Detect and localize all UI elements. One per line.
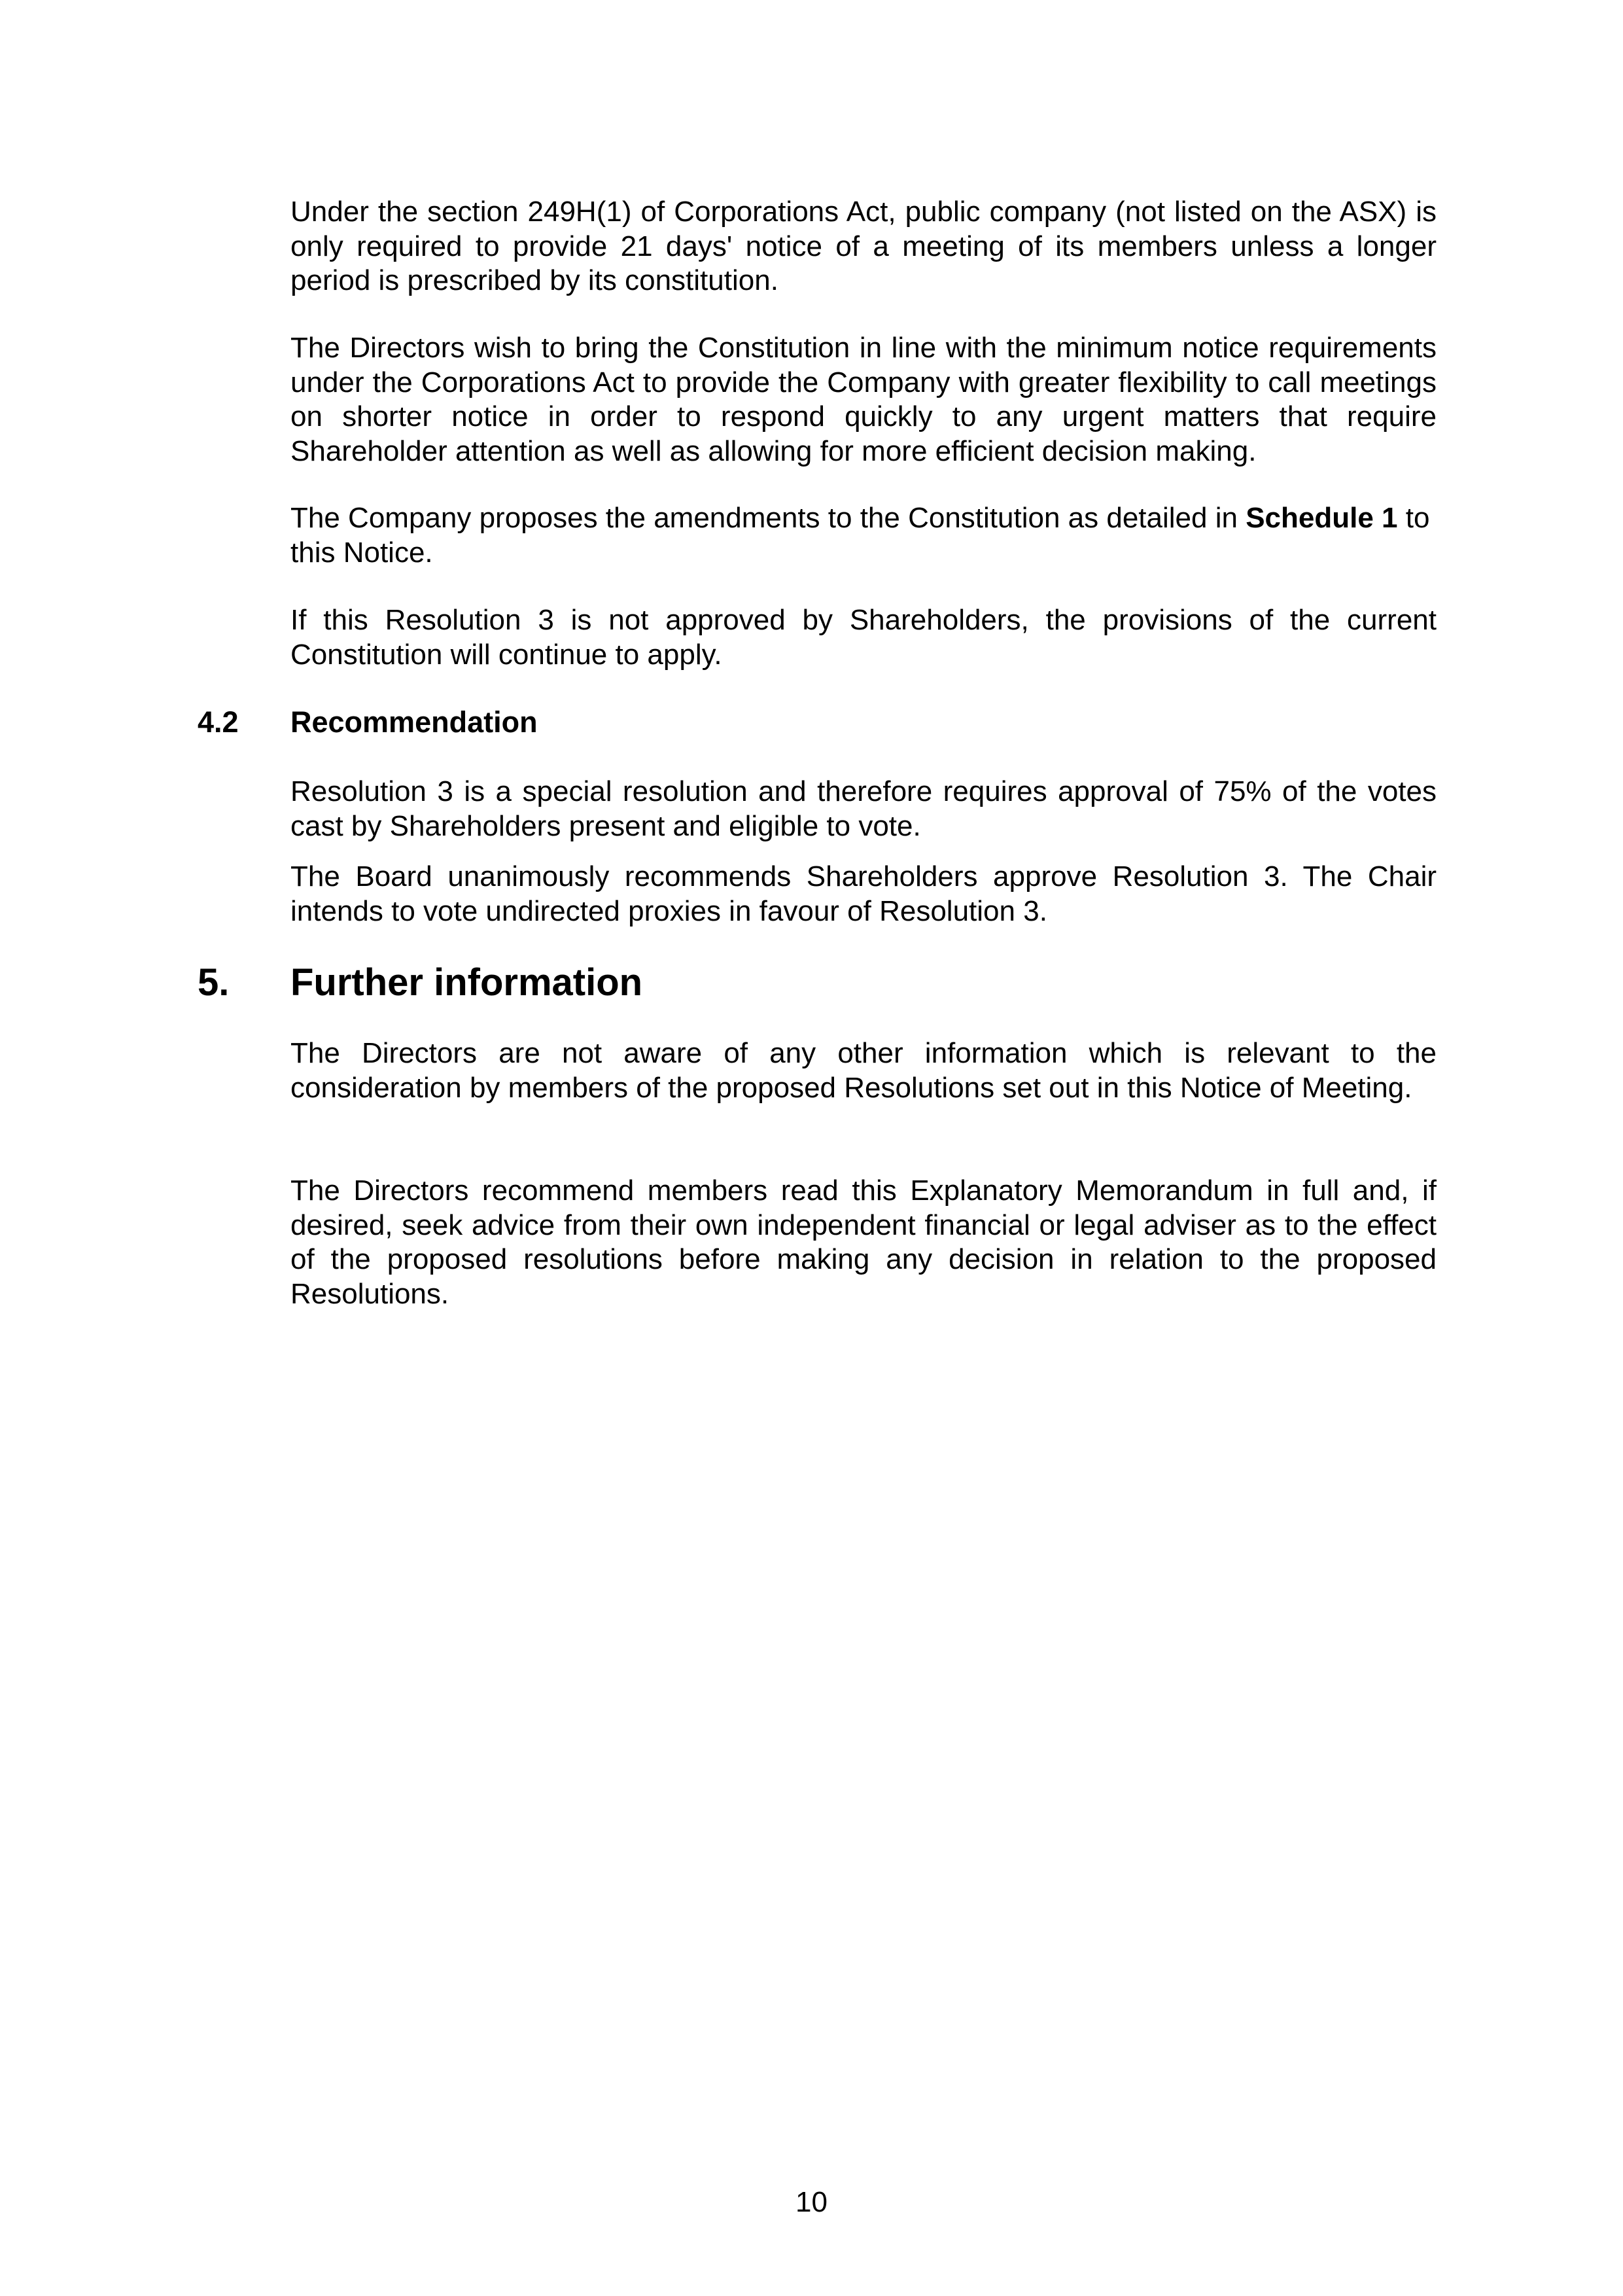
paragraph-special-resolution: Resolution 3 is a special resolution and therefore requires approval of 75% of the votes cast by Shareholders present and eligible to vote. — [290, 775, 1437, 842]
paragraph-not-approved: If this Resolution 3 is not approved by Shareholders, the provisions of the current Constitution will continue to apply. — [290, 604, 1437, 671]
section-number-4-2: 4.2 — [198, 705, 239, 739]
paragraph-section-249h: Under the section 249H(1) of Corporations Act, public company (not listed on the ASX) is only required to provide 21 days' notice of a meeting of its members unless a longer period is prescribed by its constitution. — [290, 196, 1437, 296]
paragraph-directors-recommend-read: The Directors recommend members read this Explanatory Memorandum in full and, if desired, seek advice from their own independent financial or legal adviser as to the effect of the proposed resolutions before making any decision in relation to the proposed Resolutions. — [290, 1174, 1437, 1310]
paragraph-board-recommends: The Board unanimously recommends Shareholders approve Resolution 3. The Chair intends to vote undirected proxies in favour of Resolution 3. — [290, 860, 1437, 927]
section-number-5: 5. — [198, 961, 230, 1004]
schedule-reference: Schedule 1 — [1246, 502, 1398, 534]
page-number: 10 — [795, 2186, 828, 2218]
section-heading-further-information: Further information — [290, 961, 643, 1004]
section-heading-recommendation: Recommendation — [290, 705, 538, 739]
paragraph-directors-not-aware: The Directors are not aware of any other information which is relevant to the consideration by members of the proposed Resolutions set out in this Notice of Meeting. — [290, 1037, 1437, 1104]
paragraph-proposed-amendments — [290, 501, 1437, 570]
amendments-text: The Company proposes the amendments to the Constitution as detailed in — [290, 502, 1246, 534]
amendments-text-end: to this Notice. — [290, 502, 1430, 569]
paragraph-directors-constitution: The Directors wish to bring the Constitution in line with the minimum notice requirements under the Corporations Act to provide the Company with greater flexibility to call meetings on shorter notice in order to respond quickly to any urgent matters that require Shareholder attention as well as allowing for more efficient decision making. — [290, 332, 1437, 467]
